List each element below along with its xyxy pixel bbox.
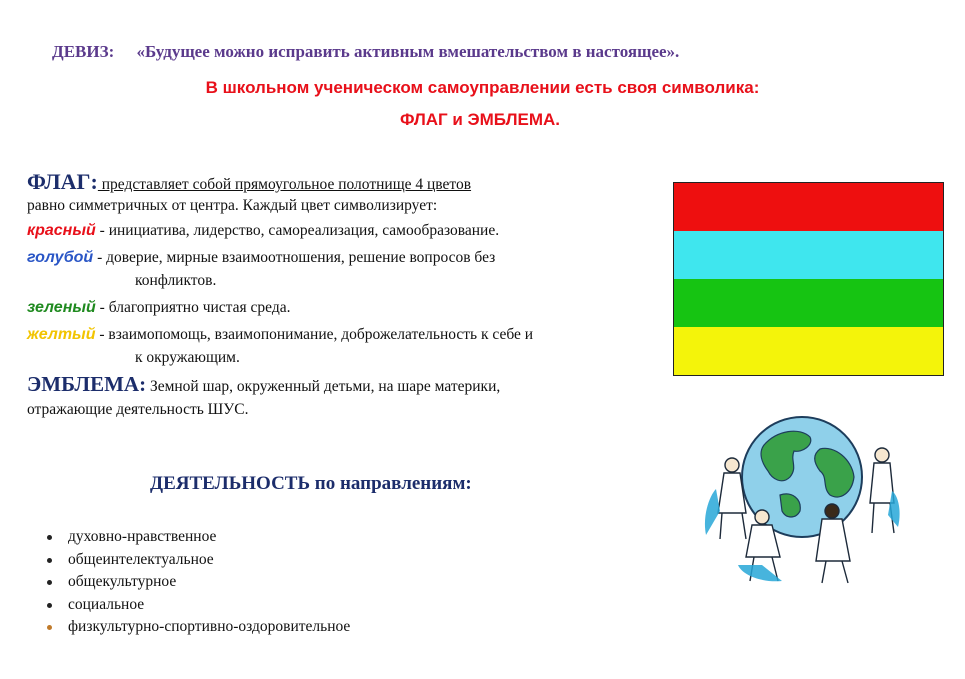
- color-blue-word: голубой: [27, 249, 94, 266]
- bullet-icon: [47, 558, 52, 563]
- color-red-meaning: - инициатива, лидерство, самореализация, самообразование.: [95, 222, 500, 239]
- list-item-text: физкультурно-спортивно-оздоровительное: [68, 618, 351, 635]
- flag-stripe-green: [674, 279, 943, 327]
- color-yellow-meaning: - взаимопомощь, взаимопонимание, доброжелательность к себе и: [95, 326, 534, 343]
- bullet-icon: [47, 580, 52, 585]
- color-yellow-meaning-cont: к окружающим.: [135, 349, 240, 366]
- motto-text: «Будущее можно исправить активным вмешательством в настоящее».: [136, 42, 680, 61]
- emblem-term: ЭМБЛЕМА:: [27, 372, 147, 396]
- emblem-globe-icon: [702, 415, 902, 585]
- flag-stripe-cyan: [674, 231, 943, 279]
- list-item-text: общеинтелектуальное: [68, 550, 214, 568]
- emblem-row: [27, 373, 637, 398]
- list-item: [40, 526, 350, 549]
- bullet-icon: [47, 625, 52, 630]
- flag-image: [673, 182, 944, 376]
- list-item: [40, 594, 350, 617]
- flag-term: ФЛАГ:: [27, 169, 98, 194]
- bullet-icon: [47, 603, 52, 608]
- color-yellow-word: желтый: [27, 326, 96, 343]
- list-item: [40, 549, 350, 572]
- color-blue-row: [27, 246, 637, 269]
- flag-intro-line1: представляет собой прямоугольное полотнище 4 цветов: [97, 176, 472, 193]
- list-item-text: общекультурное: [68, 573, 177, 590]
- list-item-text: социальное: [68, 595, 145, 613]
- color-green-meaning: - благоприятно чистая среда.: [95, 299, 291, 316]
- list-item: [40, 616, 350, 639]
- emblem-line2: отражающие деятельность ШУС.: [27, 401, 249, 418]
- color-red-word: красный: [27, 222, 96, 239]
- color-green-word: зеленый: [27, 299, 96, 316]
- activity-heading: ДЕЯТЕЛЬНОСТЬ по направлениям:: [150, 473, 472, 494]
- flag-description: [27, 170, 637, 421]
- list-item-text: духовно-нравственное: [68, 528, 217, 545]
- flag-stripe-red: [674, 183, 943, 231]
- bullet-icon: [47, 535, 52, 540]
- flag-intro-line2: равно симметричных от центра. Каждый цвет символизирует:: [27, 197, 438, 214]
- color-blue-meaning: - доверие, мирные взаимоотношения, решение вопросов без: [93, 249, 496, 266]
- color-green-row: [27, 296, 637, 319]
- activity-list: [40, 526, 350, 639]
- flag-stripe-yellow: [674, 327, 943, 375]
- color-blue-meaning-cont: конфликтов.: [135, 272, 217, 289]
- motto: [52, 42, 679, 62]
- emblem-line1: Земной шар, окруженный детьми, на шаре материки,: [146, 378, 501, 395]
- color-yellow-row: [27, 323, 637, 346]
- symbolism-heading: В школьном ученическом самоуправлении есть своя символика:: [205, 78, 760, 97]
- motto-label: ДЕВИЗ:: [52, 42, 115, 61]
- color-red-row: [27, 219, 637, 242]
- list-item: [40, 571, 350, 594]
- flag-emblem-heading: ФЛАГ и ЭМБЛЕМА.: [399, 110, 561, 129]
